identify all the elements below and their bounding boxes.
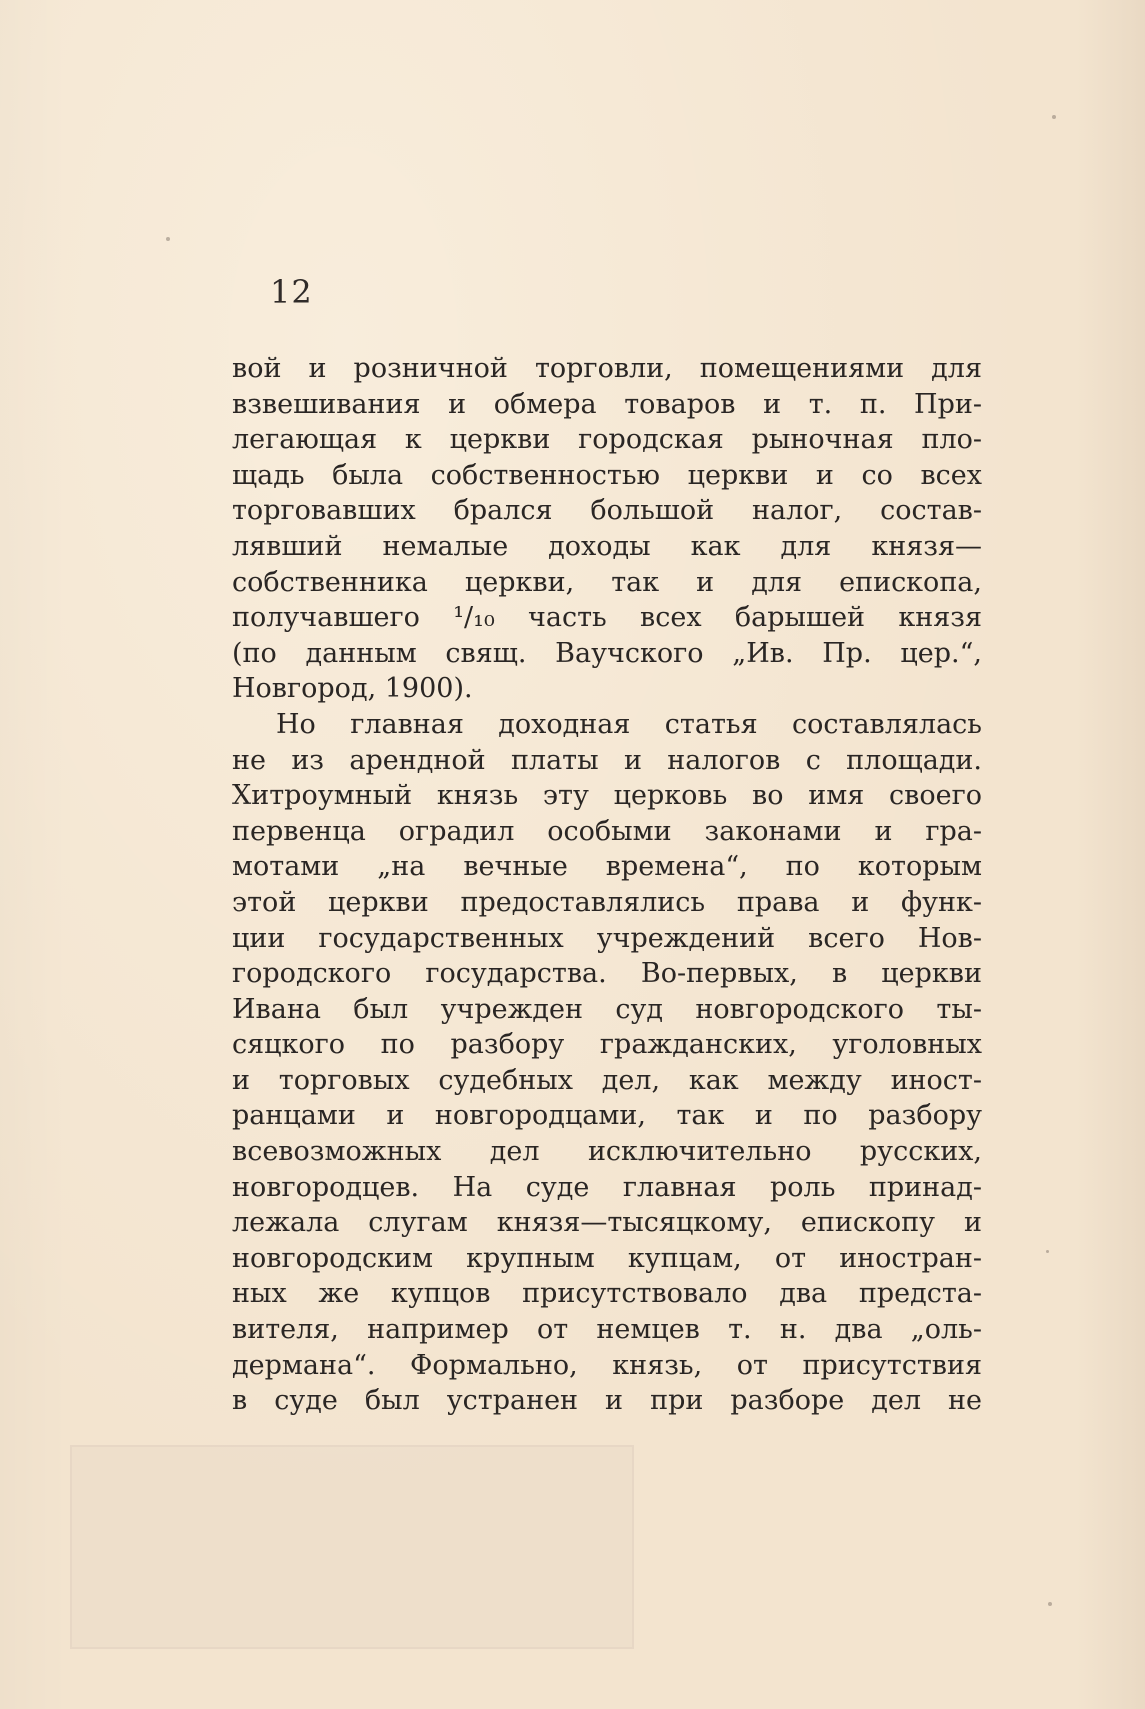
text-line: первенца оградил особыми законами и гра- <box>232 815 982 847</box>
text-line: дермана“. Формально, князь, от присутствия <box>232 1349 982 1381</box>
text-line: не из арендной платы и налогов с площади. <box>232 744 982 776</box>
text-line: ции государственных учреждений всего Нов- <box>232 922 982 954</box>
text-line: сяцкого по разбору гражданских, уголовных <box>232 1029 982 1061</box>
text-line: Хитроумный князь эту церковь во имя своего <box>232 780 982 812</box>
text-line: ранцами и новгородцами, так и по разбору <box>232 1100 982 1132</box>
text-line: мотами „на вечные времена“, по которым <box>232 851 982 883</box>
text-line: вителя, например от немцев т. н. два „оль- <box>232 1314 982 1346</box>
text-line: торговавших брался большой налог, состав- <box>232 495 982 527</box>
text-line: этой церкви предоставлялись права и функ- <box>232 886 982 918</box>
text-line: получавшего ¹/₁₀ часть всех барышей князя <box>232 602 982 634</box>
text-line: вой и розничной торговли, помещениями для <box>232 353 982 384</box>
text-line: взвешивания и обмера товаров и т. п. При- <box>232 388 982 420</box>
text-line: Но главная доходная статья составлялась <box>276 708 982 740</box>
body-text <box>232 351 982 1419</box>
paper-speck <box>166 237 170 241</box>
paper-speck <box>1048 1602 1052 1606</box>
text-line: новгородцев. На суде главная роль принад- <box>232 1171 982 1203</box>
text-line: в суде был устранен и при разборе дел не <box>232 1385 982 1417</box>
paper-speck <box>1046 1250 1049 1253</box>
text-line: Новгород, 1900). <box>232 673 473 705</box>
text-line: всевозможных дел исключительно русских, <box>232 1136 982 1168</box>
text-line: и торговых судебных дел, как между иност- <box>232 1064 982 1096</box>
text-line: собственника церкви, так и для епископа, <box>232 566 982 598</box>
text-line: легающая к церкви городская рыночная пло- <box>232 424 982 456</box>
text-line: городского государства. Во-первых, в церкви <box>232 958 982 990</box>
text-line: новгородским крупным купцам, от иностран- <box>232 1242 982 1274</box>
text-line: щадь была собственностью церкви и со всех <box>232 459 982 491</box>
text-line: лявший немалые доходы как для князя— <box>232 530 982 562</box>
text-line: Ивана был учрежден суд новгородского ты- <box>232 993 982 1025</box>
text-line: ных же купцов присутствовало два предста- <box>232 1278 982 1310</box>
paper-speck <box>1052 115 1056 119</box>
page-number: 12 <box>270 273 313 311</box>
text-line: лежала слугам князя—тысяцкому, епископу и <box>232 1207 982 1239</box>
show-through-shadow <box>70 1445 634 1649</box>
text-line: (по данным свящ. Ваучского „Ив. Пр. цер.“, <box>232 637 982 669</box>
